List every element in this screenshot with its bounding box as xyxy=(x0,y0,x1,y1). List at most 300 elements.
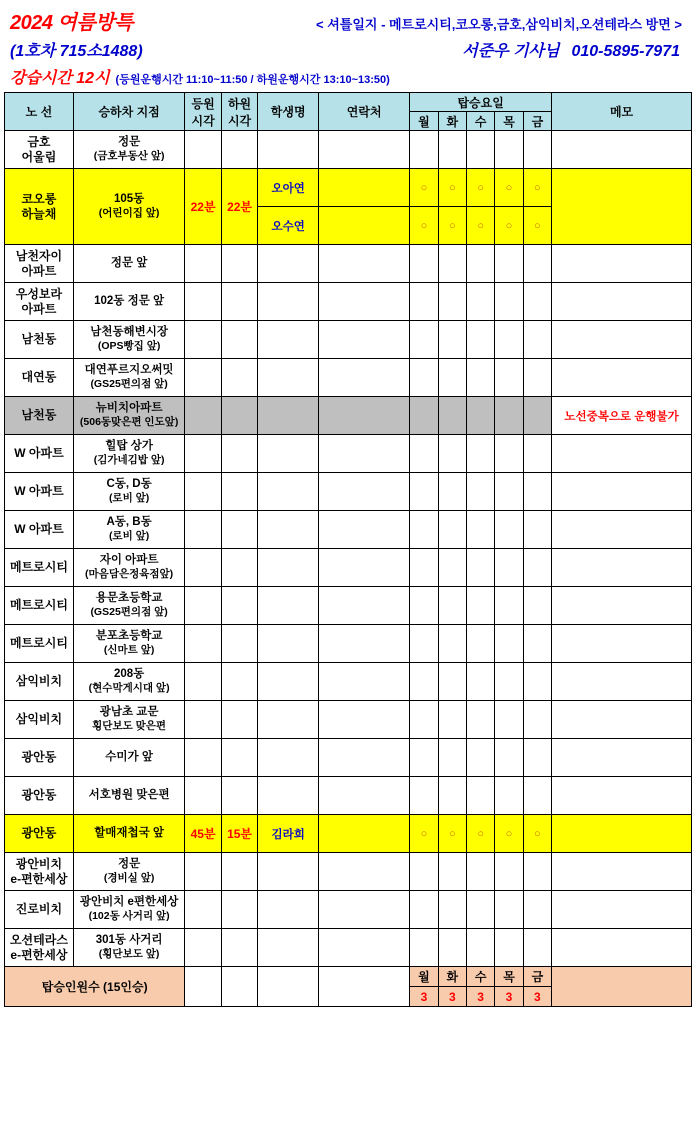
day-cell-mon[interactable] xyxy=(410,853,438,891)
memo-cell[interactable] xyxy=(552,663,692,701)
pickup-location-cell: 정문 (금호부동산 앞) xyxy=(73,131,184,169)
operation-time-detail: (등원운행시간 11:10~11:50 / 하원운행시간 13:10~13:50) xyxy=(115,74,390,86)
day-cell-thu[interactable] xyxy=(495,663,523,701)
contact-cell[interactable] xyxy=(319,891,410,929)
col-header-day-mon: 월 xyxy=(410,112,438,131)
day-cell-mon[interactable] xyxy=(410,929,438,967)
memo-cell[interactable] xyxy=(552,473,692,511)
day-cell-tue[interactable] xyxy=(438,397,466,435)
departure-time-cell[interactable] xyxy=(185,549,221,587)
day-cell-mon[interactable] xyxy=(410,435,438,473)
departure-time-cell[interactable] xyxy=(185,853,221,891)
student-name-cell[interactable] xyxy=(258,435,319,473)
memo-cell[interactable] xyxy=(552,929,692,967)
col-header-arrival-time xyxy=(221,93,257,131)
student-name-cell[interactable] xyxy=(258,245,319,283)
bus-number: (1호차 715소1488) xyxy=(10,43,143,60)
pickup-location-cell: 할매재첩국 앞 xyxy=(73,815,184,853)
driver-phone: 010-5895-7971 xyxy=(571,43,680,60)
day-cell-fri[interactable] xyxy=(523,853,551,891)
arrival-time-cell[interactable] xyxy=(221,245,257,283)
contact-cell[interactable] xyxy=(319,701,410,739)
day-cell-tue[interactable] xyxy=(438,891,466,929)
day-cell-fri[interactable] xyxy=(523,587,551,625)
col-header-place: 승하차 지점 xyxy=(73,93,184,131)
pickup-location-cell: 분포초등학교 (신마트 앞) xyxy=(73,625,184,663)
day-cell-wed[interactable] xyxy=(466,283,494,321)
pickup-location-cell: 208동 (현수막게시대 앞) xyxy=(73,663,184,701)
stop-name-cell: 남천자이 아파트 xyxy=(5,245,74,283)
lesson-time: 강습시간 12시 xyxy=(10,70,110,87)
arrival-time-cell[interactable] xyxy=(221,283,257,321)
stop-name-cell: 메트로시티 xyxy=(5,587,74,625)
arrival-time-cell[interactable] xyxy=(221,625,257,663)
departure-time-cell[interactable] xyxy=(185,397,221,435)
arrival-time-cell[interactable] xyxy=(221,929,257,967)
contact-cell[interactable] xyxy=(319,245,410,283)
day-cell-wed[interactable] xyxy=(466,663,494,701)
contact-cell[interactable] xyxy=(319,587,410,625)
day-cell-wed[interactable] xyxy=(466,777,494,815)
day-cell-tue[interactable] xyxy=(438,435,466,473)
arrival-time-cell[interactable] xyxy=(221,435,257,473)
footer-blank-contact xyxy=(319,967,410,1007)
day-cell-tue[interactable] xyxy=(438,739,466,777)
table-row[interactable] xyxy=(5,701,692,739)
contact-cell[interactable] xyxy=(319,283,410,321)
day-cell-thu[interactable] xyxy=(495,131,523,169)
student-name-cell[interactable] xyxy=(258,549,319,587)
day-cell-tue[interactable] xyxy=(438,245,466,283)
memo-cell[interactable] xyxy=(552,321,692,359)
pickup-location-cell: 정문 앞 xyxy=(73,245,184,283)
memo-cell[interactable] xyxy=(552,359,692,397)
contact-cell[interactable] xyxy=(319,929,410,967)
memo-cell[interactable] xyxy=(552,815,692,853)
student-name-cell[interactable] xyxy=(258,891,319,929)
col-header-departure-line2: 시각 xyxy=(191,113,215,128)
day-cell-mon[interactable] xyxy=(410,245,438,283)
day-cell-tue[interactable] xyxy=(438,701,466,739)
day-cell-fri[interactable] xyxy=(523,777,551,815)
day-cell-wed[interactable]: ○ xyxy=(466,815,494,853)
day-cell-mon[interactable] xyxy=(410,777,438,815)
footer-day-mon: 월 xyxy=(410,967,438,987)
table-row[interactable] xyxy=(5,853,692,891)
day-cell-thu[interactable] xyxy=(495,625,523,663)
day-cell-fri[interactable]: ○ xyxy=(523,169,551,207)
day-cell-tue[interactable] xyxy=(438,929,466,967)
contact-cell[interactable] xyxy=(319,739,410,777)
table-row[interactable] xyxy=(5,625,692,663)
day-cell-mon[interactable] xyxy=(410,549,438,587)
contact-cell[interactable] xyxy=(319,549,410,587)
student-name-cell[interactable] xyxy=(258,663,319,701)
departure-time-cell[interactable] xyxy=(185,435,221,473)
student-name-cell[interactable]: 오아연 xyxy=(258,169,319,207)
day-cell-wed[interactable]: ○ xyxy=(466,169,494,207)
stop-name-cell: 남천동 xyxy=(5,397,74,435)
day-cell-mon[interactable] xyxy=(410,891,438,929)
departure-time-cell[interactable] xyxy=(185,321,221,359)
table-footer xyxy=(5,967,692,1007)
contact-cell[interactable] xyxy=(319,169,410,207)
day-cell-tue[interactable] xyxy=(438,321,466,359)
day-cell-fri[interactable] xyxy=(523,131,551,169)
arrival-time-cell[interactable] xyxy=(221,397,257,435)
departure-time-cell[interactable]: 45분 xyxy=(185,815,221,853)
departure-time-cell[interactable] xyxy=(185,739,221,777)
day-cell-wed[interactable] xyxy=(466,891,494,929)
student-name-cell[interactable] xyxy=(258,587,319,625)
day-cell-fri[interactable] xyxy=(523,549,551,587)
day-cell-fri[interactable] xyxy=(523,321,551,359)
day-cell-tue[interactable] xyxy=(438,359,466,397)
col-header-days-group: 탑승요일 xyxy=(410,93,552,112)
col-header-stop: 노 선 xyxy=(5,93,74,131)
memo-cell[interactable] xyxy=(552,435,692,473)
pickup-location-cell: 뉴비치아파트 (506동맞은편 인도앞) xyxy=(73,397,184,435)
memo-cell[interactable]: 노선중복으로 운행불가 xyxy=(552,397,692,435)
day-cell-mon[interactable] xyxy=(410,511,438,549)
day-cell-wed[interactable] xyxy=(466,245,494,283)
student-name-cell[interactable] xyxy=(258,397,319,435)
departure-time-cell[interactable] xyxy=(185,587,221,625)
day-cell-tue[interactable] xyxy=(438,853,466,891)
day-cell-mon[interactable] xyxy=(410,663,438,701)
shuttle-table xyxy=(4,92,692,1007)
page-title: 2024 여름방특 xyxy=(10,12,133,34)
day-cell-wed[interactable] xyxy=(466,853,494,891)
student-name-cell[interactable] xyxy=(258,853,319,891)
day-cell-fri[interactable] xyxy=(523,473,551,511)
table-row[interactable] xyxy=(5,321,692,359)
day-cell-mon[interactable] xyxy=(410,739,438,777)
memo-cell[interactable] xyxy=(552,549,692,587)
arrival-time-cell[interactable] xyxy=(221,777,257,815)
arrival-time-cell[interactable] xyxy=(221,511,257,549)
arrival-time-cell[interactable] xyxy=(221,891,257,929)
arrival-time-cell[interactable] xyxy=(221,587,257,625)
footer-count-fri: 3 xyxy=(523,987,551,1007)
footer-day-wed: 수 xyxy=(466,967,494,987)
stop-name-cell: 삼익비치 xyxy=(5,663,74,701)
departure-time-cell[interactable] xyxy=(185,625,221,663)
memo-cell[interactable] xyxy=(552,739,692,777)
departure-time-cell[interactable] xyxy=(185,891,221,929)
departure-time-cell[interactable] xyxy=(185,511,221,549)
day-cell-mon[interactable] xyxy=(410,321,438,359)
day-cell-mon[interactable]: ○ xyxy=(410,169,438,207)
departure-time-cell[interactable] xyxy=(185,777,221,815)
day-cell-wed[interactable] xyxy=(466,929,494,967)
day-cell-thu[interactable] xyxy=(495,397,523,435)
student-name-cell[interactable] xyxy=(258,511,319,549)
day-cell-fri[interactable] xyxy=(523,891,551,929)
memo-cell[interactable] xyxy=(552,701,692,739)
day-cell-thu[interactable]: ○ xyxy=(495,169,523,207)
day-cell-wed[interactable] xyxy=(466,321,494,359)
day-cell-thu[interactable] xyxy=(495,473,523,511)
stop-name-cell: 금호 어울림 xyxy=(5,131,74,169)
day-cell-wed[interactable] xyxy=(466,131,494,169)
student-name-cell[interactable] xyxy=(258,283,319,321)
pickup-location-cell: 102동 정문 앞 xyxy=(73,283,184,321)
day-cell-mon[interactable]: ○ xyxy=(410,815,438,853)
day-cell-thu[interactable] xyxy=(495,321,523,359)
pickup-location-cell: 용문초등학교 (GS25편의점 앞) xyxy=(73,587,184,625)
col-header-day-thu: 목 xyxy=(495,112,523,131)
table-row[interactable] xyxy=(5,587,692,625)
day-cell-thu[interactable] xyxy=(495,777,523,815)
pickup-location-cell: 힐탑 상가 (김가네김밥 앞) xyxy=(73,435,184,473)
student-name-cell[interactable] xyxy=(258,359,319,397)
pickup-location-cell: 서호병원 맞은편 xyxy=(73,777,184,815)
day-cell-fri[interactable] xyxy=(523,397,551,435)
contact-cell[interactable] xyxy=(319,359,410,397)
arrival-time-cell[interactable] xyxy=(221,321,257,359)
departure-time-cell[interactable] xyxy=(185,131,221,169)
contact-cell[interactable] xyxy=(319,853,410,891)
pickup-location-cell: 105동 (어린이집 앞) xyxy=(73,169,184,245)
table-row[interactable] xyxy=(5,283,692,321)
table-row[interactable] xyxy=(5,549,692,587)
col-header-arrival-line2: 시각 xyxy=(227,113,252,128)
departure-time-cell[interactable] xyxy=(185,929,221,967)
day-cell-thu[interactable]: ○ xyxy=(495,207,523,245)
day-cell-mon[interactable] xyxy=(410,283,438,321)
day-cell-fri[interactable]: ○ xyxy=(523,207,551,245)
footer-day-fri: 금 xyxy=(523,967,551,987)
day-cell-thu[interactable]: ○ xyxy=(495,815,523,853)
day-cell-thu[interactable] xyxy=(495,549,523,587)
memo-cell[interactable] xyxy=(552,169,692,245)
memo-cell[interactable] xyxy=(552,283,692,321)
day-cell-fri[interactable] xyxy=(523,929,551,967)
day-cell-tue[interactable]: ○ xyxy=(438,169,466,207)
day-cell-fri[interactable] xyxy=(523,283,551,321)
table-row[interactable] xyxy=(5,169,692,207)
contact-cell[interactable] xyxy=(319,815,410,853)
day-cell-tue[interactable]: ○ xyxy=(438,815,466,853)
table-row[interactable] xyxy=(5,663,692,701)
contact-cell[interactable] xyxy=(319,207,410,245)
pickup-location-cell: 301동 사거리 (횡단보도 앞) xyxy=(73,929,184,967)
col-header-student: 학생명 xyxy=(258,93,319,131)
table-row[interactable] xyxy=(5,359,692,397)
day-cell-tue[interactable] xyxy=(438,587,466,625)
contact-cell[interactable] xyxy=(319,511,410,549)
student-name-cell[interactable]: 김라희 xyxy=(258,815,319,853)
day-cell-wed[interactable] xyxy=(466,435,494,473)
day-cell-mon[interactable] xyxy=(410,397,438,435)
student-name-cell[interactable] xyxy=(258,777,319,815)
footer-blank-name xyxy=(258,967,319,1007)
day-cell-fri[interactable] xyxy=(523,511,551,549)
memo-cell[interactable] xyxy=(552,511,692,549)
day-cell-mon[interactable] xyxy=(410,587,438,625)
departure-time-cell[interactable] xyxy=(185,283,221,321)
arrival-time-cell[interactable] xyxy=(221,701,257,739)
footer-label: 탑승인원수 (15인승) xyxy=(5,967,185,1007)
day-cell-thu[interactable] xyxy=(495,435,523,473)
day-cell-mon[interactable] xyxy=(410,359,438,397)
departure-time-cell[interactable] xyxy=(185,701,221,739)
day-cell-tue[interactable] xyxy=(438,473,466,511)
day-cell-thu[interactable] xyxy=(495,739,523,777)
header-row-bus xyxy=(4,35,692,61)
day-cell-thu[interactable] xyxy=(495,929,523,967)
memo-cell[interactable] xyxy=(552,131,692,169)
student-name-cell[interactable] xyxy=(258,473,319,511)
footer-count-thu: 3 xyxy=(495,987,523,1007)
contact-cell[interactable] xyxy=(319,131,410,169)
day-cell-mon[interactable] xyxy=(410,473,438,511)
departure-time-cell[interactable] xyxy=(185,663,221,701)
pickup-location-cell: 광남초 교문 횡단보도 맞은편 xyxy=(73,701,184,739)
arrival-time-cell[interactable] xyxy=(221,739,257,777)
header-row-time xyxy=(4,61,692,92)
day-cell-thu[interactable] xyxy=(495,245,523,283)
table-row[interactable] xyxy=(5,245,692,283)
table-row[interactable] xyxy=(5,739,692,777)
day-cell-tue[interactable] xyxy=(438,549,466,587)
departure-time-cell[interactable] xyxy=(185,473,221,511)
day-cell-wed[interactable] xyxy=(466,587,494,625)
departure-time-cell[interactable] xyxy=(185,245,221,283)
day-cell-thu[interactable] xyxy=(495,359,523,397)
day-cell-wed[interactable] xyxy=(466,397,494,435)
day-cell-fri[interactable] xyxy=(523,663,551,701)
day-cell-fri[interactable] xyxy=(523,245,551,283)
contact-cell[interactable] xyxy=(319,777,410,815)
table-body xyxy=(5,131,692,967)
student-name-cell[interactable]: 오수연 xyxy=(258,207,319,245)
student-name-cell[interactable] xyxy=(258,625,319,663)
day-cell-wed[interactable] xyxy=(466,359,494,397)
table-row[interactable] xyxy=(5,435,692,473)
day-cell-thu[interactable] xyxy=(495,283,523,321)
table-row[interactable] xyxy=(5,929,692,967)
day-cell-thu[interactable] xyxy=(495,587,523,625)
day-cell-mon[interactable] xyxy=(410,701,438,739)
day-cell-wed[interactable] xyxy=(466,511,494,549)
arrival-time-cell[interactable] xyxy=(221,853,257,891)
memo-cell[interactable] xyxy=(552,853,692,891)
stop-name-cell: 코오롱 하늘채 xyxy=(5,169,74,245)
day-cell-mon[interactable] xyxy=(410,131,438,169)
day-cell-tue[interactable] xyxy=(438,131,466,169)
stop-name-cell: 우성보라 아파트 xyxy=(5,283,74,321)
arrival-time-cell[interactable] xyxy=(221,359,257,397)
table-row[interactable] xyxy=(5,397,692,435)
stop-name-cell: 메트로시티 xyxy=(5,625,74,663)
student-name-cell[interactable] xyxy=(258,131,319,169)
memo-cell[interactable] xyxy=(552,245,692,283)
arrival-time-cell[interactable] xyxy=(221,473,257,511)
day-cell-wed[interactable] xyxy=(466,701,494,739)
contact-cell[interactable] xyxy=(319,473,410,511)
departure-time-cell[interactable]: 22분 xyxy=(185,169,221,245)
contact-cell[interactable] xyxy=(319,625,410,663)
day-cell-fri[interactable] xyxy=(523,359,551,397)
arrival-time-cell[interactable] xyxy=(221,131,257,169)
day-cell-mon[interactable]: ○ xyxy=(410,207,438,245)
table-row[interactable] xyxy=(5,131,692,169)
day-cell-thu[interactable] xyxy=(495,891,523,929)
footer-day-tue: 화 xyxy=(438,967,466,987)
day-cell-fri[interactable] xyxy=(523,435,551,473)
arrival-time-cell[interactable] xyxy=(221,549,257,587)
header-row-title xyxy=(4,4,692,35)
student-name-cell[interactable] xyxy=(258,701,319,739)
table-row[interactable] xyxy=(5,473,692,511)
arrival-time-cell[interactable]: 15분 xyxy=(221,815,257,853)
footer-count-wed: 3 xyxy=(466,987,494,1007)
day-cell-wed[interactable]: ○ xyxy=(466,207,494,245)
footer-blank-arr xyxy=(221,967,257,1007)
day-cell-fri[interactable] xyxy=(523,701,551,739)
pickup-location-cell: 대연푸르지오써밋 (GS25편의점 앞) xyxy=(73,359,184,397)
day-cell-tue[interactable] xyxy=(438,625,466,663)
student-name-cell[interactable] xyxy=(258,929,319,967)
col-header-memo: 메모 xyxy=(552,93,692,131)
day-cell-wed[interactable] xyxy=(466,625,494,663)
contact-cell[interactable] xyxy=(319,397,410,435)
day-cell-tue[interactable] xyxy=(438,663,466,701)
stop-name-cell: W 아파트 xyxy=(5,435,74,473)
memo-cell[interactable] xyxy=(552,777,692,815)
memo-cell[interactable] xyxy=(552,891,692,929)
arrival-time-cell[interactable]: 22분 xyxy=(221,169,257,245)
day-cell-thu[interactable] xyxy=(495,853,523,891)
arrival-time-cell[interactable] xyxy=(221,663,257,701)
driver-info xyxy=(462,38,688,61)
footer-count-tue: 3 xyxy=(438,987,466,1007)
contact-cell[interactable] xyxy=(319,663,410,701)
memo-cell[interactable] xyxy=(552,587,692,625)
day-cell-wed[interactable] xyxy=(466,739,494,777)
day-cell-tue[interactable] xyxy=(438,511,466,549)
stop-name-cell: 광안동 xyxy=(5,777,74,815)
day-cell-thu[interactable] xyxy=(495,701,523,739)
student-name-cell[interactable] xyxy=(258,739,319,777)
day-cell-fri[interactable]: ○ xyxy=(523,815,551,853)
table-row[interactable] xyxy=(5,891,692,929)
contact-cell[interactable] xyxy=(319,435,410,473)
day-cell-fri[interactable] xyxy=(523,625,551,663)
day-cell-fri[interactable] xyxy=(523,739,551,777)
memo-cell[interactable] xyxy=(552,625,692,663)
contact-cell[interactable] xyxy=(319,321,410,359)
pickup-location-cell: 자이 아파트 (마음담은정육점앞) xyxy=(73,549,184,587)
student-name-cell[interactable] xyxy=(258,321,319,359)
day-cell-tue[interactable] xyxy=(438,283,466,321)
table-header xyxy=(5,93,692,131)
stop-name-cell: 삼익비치 xyxy=(5,701,74,739)
day-cell-wed[interactable] xyxy=(466,549,494,587)
route-subtitle: < 셔틀일지 - 메트로시티,코오롱,금호,삼익비치,오션테라스 방면 > xyxy=(316,17,682,32)
table-row[interactable] xyxy=(5,815,692,853)
day-cell-thu[interactable] xyxy=(495,511,523,549)
departure-time-cell[interactable] xyxy=(185,359,221,397)
day-cell-tue[interactable]: ○ xyxy=(438,207,466,245)
day-cell-tue[interactable] xyxy=(438,777,466,815)
day-cell-mon[interactable] xyxy=(410,625,438,663)
table-row[interactable] xyxy=(5,777,692,815)
day-cell-wed[interactable] xyxy=(466,473,494,511)
table-row[interactable] xyxy=(5,511,692,549)
